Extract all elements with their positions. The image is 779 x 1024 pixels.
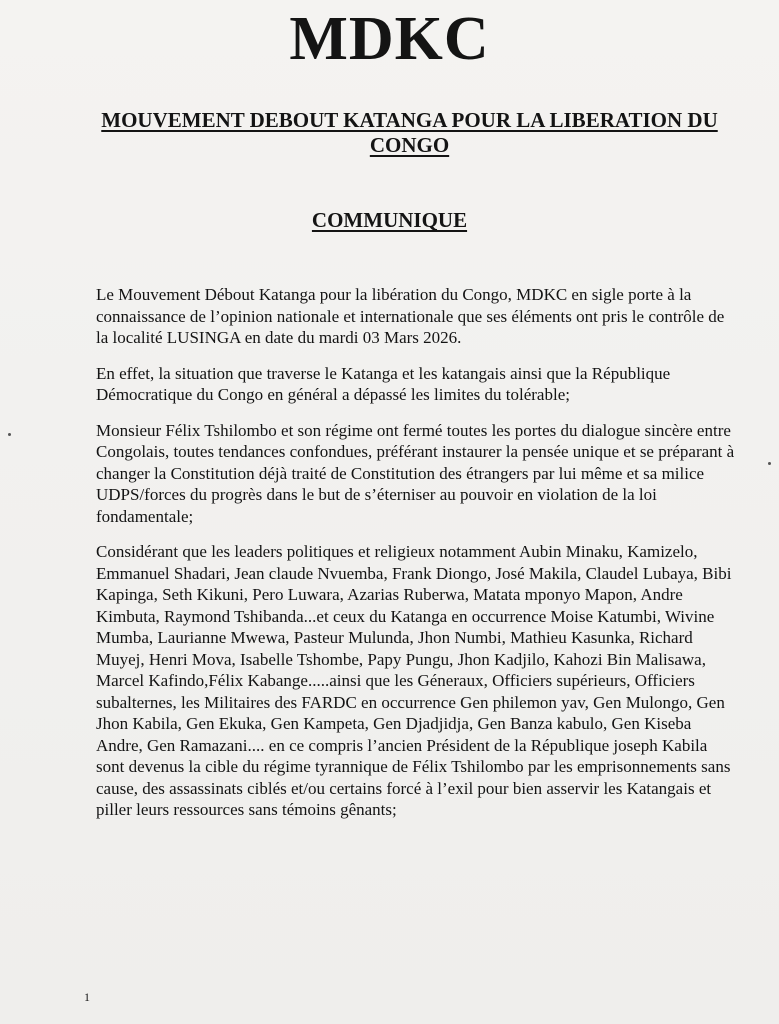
page-number: 1: [84, 990, 90, 1004]
paragraph-intro: Le Mouvement Débout Katanga pour la libération du Congo, MDKC en sigle porte à la connaissance de l’opinion nationale et internationale que ses éléments ont pris le contrôle de la localité LUSINGA en date du mardi 03 Mars 2026.: [96, 285, 725, 347]
scan-speck: [768, 462, 771, 465]
organization-title: MOUVEMENT DEBOUT KATANGA POUR LA LIBERATION DU CONGO: [101, 108, 718, 157]
paragraph-leaders: Considérant que les leaders politiques et religieux notamment Aubin Minaku, Kamizelo, Emmanuel Shadari, Jean claude Nvuemba, Frank Diongo, José Makila, Claudel Lubaya, Bibi Kapinga, Seth Kikuni, Pero Luwara, Azarias Ruberwa, Matata mponyo Mapon, Andre Kimbuta, Raymond Tshibanda...et ceux du Katanga en occurrence Moise Katumbi, Wivine Mumba, Laurianne Mwewa, Pasteur Mulunda, Jhon Numbi, Mathieu Kasunka, Richard Muyej, Henri Mova, Isabelle Tshombe, Papy Pungu, Jhon Kadjilo, Kahozi Bin Malisawa, Marcel Kafindo,Félix Kabange.....ainsi que les Géneraux, Officiers supérieurs, Officiers subalternes, les Militaires des FARDC en occurrence Gen philemon yav, Gen Mulongo, Gen Jhon Kabila, Gen Ekuka, Gen Kampeta, Gen Djadjidja, Gen Banza kabulo, Gen Kiseba Andre, Gen Ramazani.... en ce compris l’ancien Président de la République joseph Kabila sont devenus la cible du régime tyrannique de Félix Tshilombo par les emprisonnements sans cause, des assassinats ciblés et/ou certains forcé à l’exil pour bien asservir les Katangais et piller leurs ressources sans témoins gênants;: [96, 542, 732, 819]
scan-speck: [8, 433, 11, 436]
document-body: [96, 284, 736, 835]
communique-heading: COMMUNIQUE: [311, 208, 468, 232]
paragraph-dialogue: Monsieur Félix Tshilombo et son régime ont fermé toutes les portes du dialogue sincère entre Congolais, toutes tendances confondues, préférant instaurer la pensée unique et se préparant à changer la Constitution déjà traité de Constitution des étrangers par lui même et sa milice UDPS/forces du progrès dans le but de s’éterniser au pouvoir en violation de la loi fondamentale;: [96, 420, 735, 526]
logo-title: MDKC: [289, 5, 490, 73]
paragraph-situation: En effet, la situation que traverse le Katanga et les katangais ainsi que la République Démocratique du Congo en général a dépassé les limites du tolérable;: [96, 363, 671, 404]
